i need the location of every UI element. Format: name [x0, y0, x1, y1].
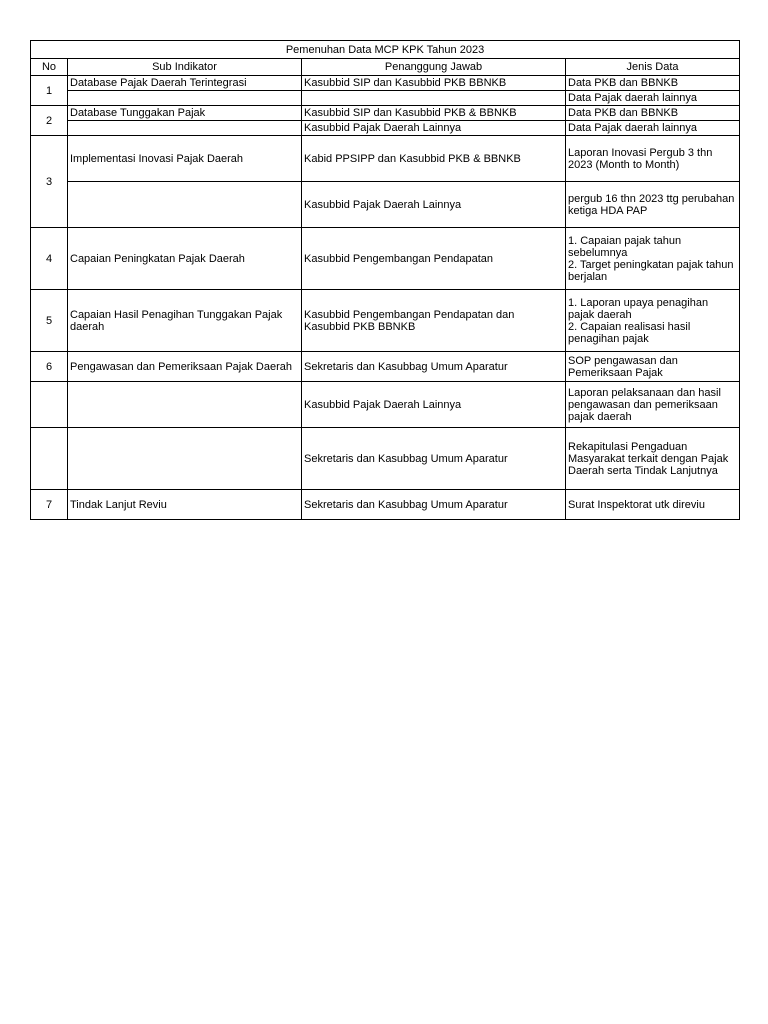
cell-no: 2: [31, 106, 68, 136]
cell-sub-indikator: Database Tunggakan Pajak: [68, 106, 302, 121]
cell-no: [31, 382, 68, 428]
cell-sub-indikator: Capaian Peningkatan Pajak Daerah: [68, 228, 302, 290]
cell-jenis-data: Rekapitulasi Pengaduan Masyarakat terkait dengan Pajak Daerah serta Tindak Lanjutnya: [566, 428, 740, 490]
table-row: [31, 382, 740, 428]
cell-jenis-data: SOP pengawasan dan Pemeriksaan Pajak: [566, 352, 740, 382]
data-table: [30, 40, 740, 520]
table-row: [31, 428, 740, 490]
cell-no: 4: [31, 228, 68, 290]
cell-jenis-data: 1. Laporan upaya penagihan pajak daerah 2. Capaian realisasi hasil penagihan pajak: [566, 290, 740, 352]
cell-no: 1: [31, 76, 68, 106]
header-no: No: [31, 59, 68, 76]
table-title: Pemenuhan Data MCP KPK Tahun 2023: [31, 41, 740, 59]
table-body: [31, 76, 740, 520]
cell-penanggung-jawab: Sekretaris dan Kasubbag Umum Aparatur: [302, 490, 566, 520]
table-row: [31, 352, 740, 382]
table-row: [31, 136, 740, 182]
cell-penanggung-jawab: Kasubbid Pengembangan Pendapatan dan Kasubbid PKB BBNKB: [302, 290, 566, 352]
cell-no: 6: [31, 352, 68, 382]
table-row: [31, 228, 740, 290]
cell-sub-indikator: Tindak Lanjut Reviu: [68, 490, 302, 520]
cell-jenis-data: Data PKB dan BBNKB: [566, 106, 740, 121]
table-row: [31, 76, 740, 91]
cell-penanggung-jawab: [302, 91, 566, 106]
cell-penanggung-jawab: Kasubbid SIP dan Kasubbid PKB BBNKB: [302, 76, 566, 91]
cell-jenis-data: Data PKB dan BBNKB: [566, 76, 740, 91]
cell-sub-indikator: [68, 428, 302, 490]
header-sub-indikator: Sub Indikator: [68, 59, 302, 76]
cell-sub-indikator: Pengawasan dan Pemeriksaan Pajak Daerah: [68, 352, 302, 382]
cell-jenis-data: Laporan pelaksanaan dan hasil pengawasan dan pemeriksaan pajak daerah: [566, 382, 740, 428]
cell-penanggung-jawab: Kasubbid Pajak Daerah Lainnya: [302, 182, 566, 228]
cell-jenis-data: Data Pajak daerah lainnya: [566, 121, 740, 136]
cell-no: 7: [31, 490, 68, 520]
cell-penanggung-jawab: Kasubbid Pengembangan Pendapatan: [302, 228, 566, 290]
cell-sub-indikator: Capaian Hasil Penagihan Tunggakan Pajak daerah: [68, 290, 302, 352]
cell-sub-indikator: Database Pajak Daerah Terintegrasi: [68, 76, 302, 91]
cell-sub-indikator: [68, 382, 302, 428]
cell-sub-indikator: [68, 121, 302, 136]
cell-jenis-data: pergub 16 thn 2023 ttg perubahan ketiga HDA PAP: [566, 182, 740, 228]
title-row: [31, 41, 740, 59]
cell-sub-indikator: [68, 182, 302, 228]
cell-no: [31, 428, 68, 490]
header-jenis-data: Jenis Data: [566, 59, 740, 76]
table-row: [31, 182, 740, 228]
cell-jenis-data: Data Pajak daerah lainnya: [566, 91, 740, 106]
table-row: [31, 91, 740, 106]
cell-jenis-data: Surat Inspektorat utk direviu: [566, 490, 740, 520]
table-row: [31, 290, 740, 352]
cell-penanggung-jawab: Sekretaris dan Kasubbag Umum Aparatur: [302, 352, 566, 382]
header-row: [31, 59, 740, 76]
cell-no: 3: [31, 136, 68, 228]
table-row: [31, 121, 740, 136]
cell-penanggung-jawab: Sekretaris dan Kasubbag Umum Aparatur: [302, 428, 566, 490]
cell-penanggung-jawab: Kasubbid SIP dan Kasubbid PKB & BBNKB: [302, 106, 566, 121]
cell-sub-indikator: [68, 91, 302, 106]
header-penanggung-jawab: Penanggung Jawab: [302, 59, 566, 76]
cell-sub-indikator: Implementasi Inovasi Pajak Daerah: [68, 136, 302, 182]
table-row: [31, 490, 740, 520]
cell-penanggung-jawab: Kasubbid Pajak Daerah Lainnya: [302, 121, 566, 136]
table-row: [31, 106, 740, 121]
cell-no: 5: [31, 290, 68, 352]
cell-jenis-data: Laporan Inovasi Pergub 3 thn 2023 (Month to Month): [566, 136, 740, 182]
cell-jenis-data: 1. Capaian pajak tahun sebelumnya 2. Target peningkatan pajak tahun berjalan: [566, 228, 740, 290]
cell-penanggung-jawab: Kasubbid Pajak Daerah Lainnya: [302, 382, 566, 428]
cell-penanggung-jawab: Kabid PPSIPP dan Kasubbid PKB & BBNKB: [302, 136, 566, 182]
